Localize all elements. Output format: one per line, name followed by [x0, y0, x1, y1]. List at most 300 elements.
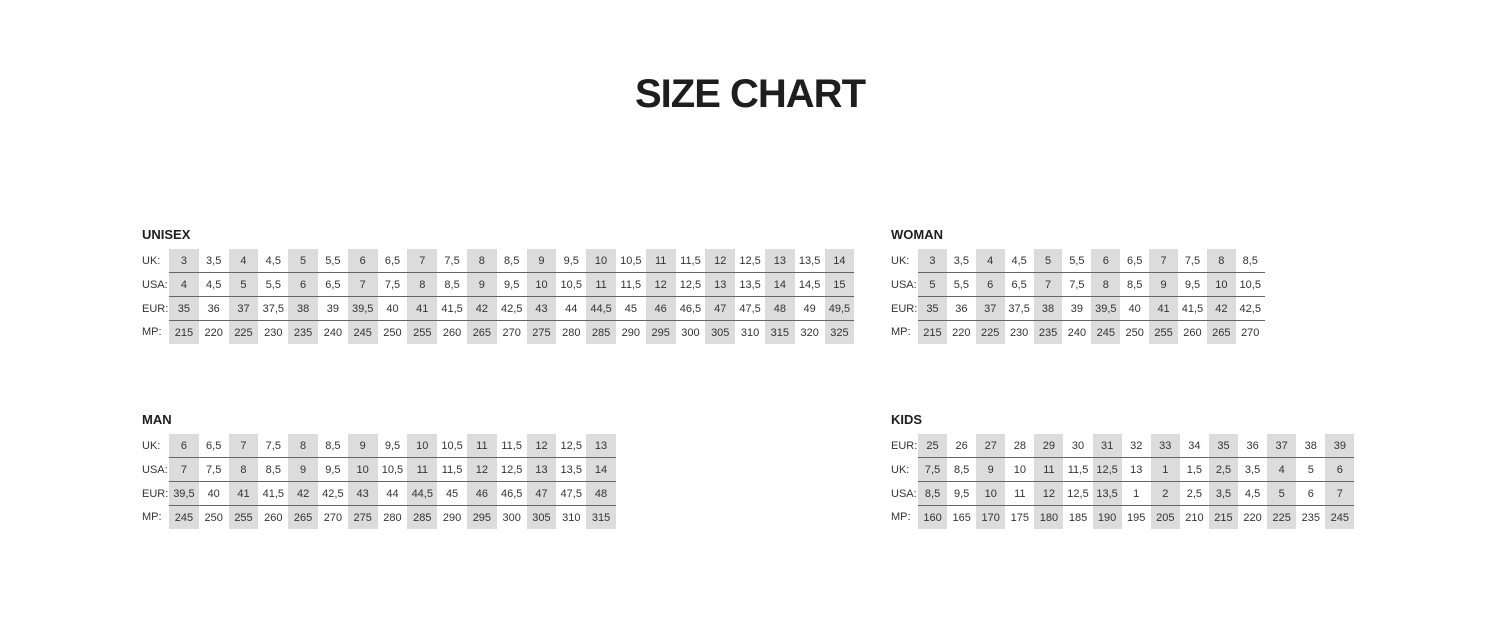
size-cell: 3,5: [1238, 458, 1267, 482]
size-cell: 5,5: [947, 273, 976, 297]
size-cell: 1: [1122, 482, 1151, 506]
size-cell: 3: [918, 249, 947, 273]
size-cell: 7,5: [258, 434, 288, 458]
row-label: EUR:: [142, 487, 169, 500]
size-cell: 8,5: [318, 434, 348, 458]
size-cell: 250: [1125, 326, 1144, 339]
size-cell: 215: [1209, 506, 1238, 530]
row-label: USA:: [891, 278, 917, 291]
size-cell: 36: [199, 297, 229, 321]
size-cell: 230: [264, 326, 283, 339]
size-cell: 37: [1267, 434, 1296, 458]
size-cell: 9: [288, 458, 318, 482]
size-cell: 265: [467, 321, 497, 345]
size-cell: 265: [288, 506, 318, 530]
size-row: [891, 458, 1354, 482]
size-cell: 5,5: [1062, 249, 1091, 273]
size-cell: 46,5: [676, 297, 706, 321]
size-cell: 6: [1325, 458, 1354, 482]
size-cell: 12,5: [735, 249, 765, 273]
size-cell: 11,5: [676, 249, 706, 273]
size-cell: 225: [976, 321, 1005, 345]
size-cell: 9,5: [378, 434, 408, 458]
size-cell: 10: [1207, 273, 1236, 297]
size-cell: 11,5: [497, 434, 527, 458]
size-cell: 13,5: [1093, 482, 1122, 506]
size-cell: 205: [1151, 506, 1180, 530]
size-cell: 10: [407, 434, 437, 458]
size-cell: 4,5: [1005, 249, 1034, 273]
size-cell: 315: [765, 321, 795, 345]
size-cell: 8,5: [258, 458, 288, 482]
size-cell: 42: [288, 482, 318, 506]
size-cell: 44,5: [586, 297, 616, 321]
size-cell: 255: [1149, 321, 1178, 345]
size-cell: 260: [1183, 326, 1202, 339]
size-cell: 42,5: [1236, 297, 1265, 321]
size-cell: 44: [378, 482, 408, 506]
size-cell: 6,5: [199, 434, 229, 458]
size-cell: 44: [556, 297, 586, 321]
size-cell: 325: [825, 321, 855, 345]
size-row: [142, 458, 616, 482]
size-table: [891, 434, 1354, 529]
section-title: KIDS: [891, 412, 923, 427]
size-cell: 45: [437, 482, 467, 506]
size-cell: 12: [705, 249, 735, 273]
size-cell: 12,5: [556, 434, 586, 458]
size-cell: 39,5: [1091, 297, 1120, 321]
size-cell: 255: [229, 506, 259, 530]
size-cell: 7: [1325, 482, 1354, 506]
size-cell: 175: [1010, 511, 1029, 524]
size-cell: 285: [586, 321, 616, 345]
size-cell: 260: [442, 326, 462, 339]
size-cell: 8: [1207, 249, 1236, 273]
size-cell: 220: [204, 326, 223, 339]
size-cell: 6: [976, 273, 1005, 297]
size-cell: 14,5: [795, 273, 825, 297]
size-cell: 2,5: [1180, 482, 1209, 506]
size-cell: 215: [169, 321, 199, 345]
size-cell: 7,5: [199, 458, 229, 482]
size-cell: 170: [976, 506, 1005, 530]
size-cell: 4: [169, 273, 199, 297]
size-cell: 11: [467, 434, 497, 458]
size-cell: 39,5: [169, 482, 199, 506]
size-table: [142, 434, 616, 529]
size-cell: 235: [288, 321, 318, 345]
row-label: USA:: [142, 278, 168, 291]
size-cell: 39,5: [348, 297, 378, 321]
size-cell: 10: [586, 249, 616, 273]
size-cell: 10,5: [556, 273, 586, 297]
size-cell: 12,5: [1063, 482, 1092, 506]
size-cell: 12,5: [1093, 458, 1122, 482]
size-cell: 39: [1325, 434, 1354, 458]
size-cell: 12: [527, 434, 557, 458]
size-cell: 7: [169, 458, 199, 482]
size-cell: 7: [229, 434, 259, 458]
size-cell: 285: [407, 506, 437, 530]
size-cell: 41,5: [437, 297, 467, 321]
page-title: SIZE CHART: [635, 72, 865, 116]
size-row: [891, 321, 1265, 345]
size-cell: 33: [1151, 434, 1180, 458]
size-cell: 9: [467, 273, 497, 297]
size-cell: 240: [1067, 326, 1087, 339]
size-cell: 9,5: [556, 249, 586, 273]
size-cell: 42,5: [318, 482, 348, 506]
size-cell: 47,5: [556, 482, 586, 506]
size-cell: 4,5: [1238, 482, 1267, 506]
size-cell: 13,5: [556, 458, 586, 482]
size-cell: 5: [288, 249, 318, 273]
size-cell: 47: [705, 297, 735, 321]
size-cell: 240: [323, 326, 343, 339]
size-cell: 7: [407, 249, 437, 273]
size-cell: 10: [1005, 458, 1034, 482]
size-row: [142, 434, 616, 458]
size-cell: 41: [1149, 297, 1178, 321]
size-cell: 295: [646, 321, 676, 345]
size-cell: 11: [407, 458, 437, 482]
size-cell: 6: [169, 434, 199, 458]
size-cell: 11,5: [1063, 458, 1092, 482]
size-row: [142, 321, 854, 345]
size-cell: 37: [229, 297, 259, 321]
row-label: UK:: [142, 439, 161, 452]
size-cell: 11: [646, 249, 676, 273]
size-cell: 49,5: [825, 297, 855, 321]
size-cell: 39: [1062, 297, 1091, 321]
size-cell: 42: [467, 297, 497, 321]
size-cell: 225: [229, 321, 259, 345]
size-cell: 4: [229, 249, 259, 273]
size-cell: 2: [1151, 482, 1180, 506]
size-cell: 46,5: [497, 482, 527, 506]
size-cell: 10,5: [437, 434, 467, 458]
size-cell: 9,5: [497, 273, 527, 297]
row-label: EUR:: [891, 302, 918, 315]
size-cell: 220: [1243, 511, 1262, 524]
size-cell: 46: [467, 482, 497, 506]
size-cell: 6,5: [1005, 273, 1034, 297]
size-cell: 7: [1149, 249, 1178, 273]
size-cell: 11: [1005, 482, 1034, 506]
size-cell: 235: [1301, 511, 1320, 524]
size-cell: 5,5: [258, 273, 288, 297]
size-cell: 8: [467, 249, 497, 273]
size-cell: 3,5: [1209, 482, 1238, 506]
section-title: WOMAN: [891, 227, 943, 242]
size-cell: 300: [681, 326, 700, 339]
size-cell: 34: [1180, 434, 1209, 458]
size-cell: 45: [616, 297, 646, 321]
size-cell: 13: [705, 273, 735, 297]
size-cell: 42,5: [497, 297, 527, 321]
size-cell: 300: [502, 511, 521, 524]
size-cell: 13,5: [795, 249, 825, 273]
size-cell: 280: [562, 326, 581, 339]
size-cell: 11,5: [616, 273, 646, 297]
size-cell: 12,5: [676, 273, 706, 297]
size-cell: 8: [1091, 273, 1120, 297]
size-cell: 31: [1093, 434, 1122, 458]
size-cell: 9,5: [1178, 273, 1207, 297]
size-cell: 41: [407, 297, 437, 321]
size-cell: 5: [1296, 458, 1325, 482]
size-cell: 210: [1185, 511, 1204, 524]
size-cell: 250: [204, 511, 223, 524]
size-cell: 165: [952, 511, 971, 524]
unisex-size-section: [142, 227, 854, 344]
size-cell: 5: [918, 273, 947, 297]
size-cell: 7,5: [437, 249, 467, 273]
size-cell: 305: [705, 321, 735, 345]
size-cell: 6: [1091, 249, 1120, 273]
size-cell: 290: [442, 511, 462, 524]
size-cell: 250: [383, 326, 402, 339]
size-cell: 35: [918, 297, 947, 321]
size-cell: 1,5: [1180, 458, 1209, 482]
size-cell: 38: [288, 297, 318, 321]
size-cell: 10: [527, 273, 557, 297]
size-cell: 8: [288, 434, 318, 458]
size-cell: 255: [407, 321, 437, 345]
size-cell: 5: [229, 273, 259, 297]
size-row: [891, 434, 1354, 458]
size-cell: 8,5: [437, 273, 467, 297]
man-size-section: [142, 412, 616, 529]
size-cell: 320: [800, 326, 819, 339]
size-cell: 29: [1034, 434, 1063, 458]
row-label: MP:: [891, 511, 911, 524]
size-cell: 290: [621, 326, 641, 339]
size-cell: 12: [646, 273, 676, 297]
size-cell: 9: [1149, 273, 1178, 297]
size-cell: 3,5: [199, 249, 229, 273]
size-cell: 38: [1296, 434, 1325, 458]
size-cell: 5,5: [318, 249, 348, 273]
size-cell: 220: [952, 326, 971, 339]
size-row: [142, 249, 854, 273]
size-row: [142, 297, 854, 321]
size-cell: 1: [1151, 458, 1180, 482]
size-cell: 25: [918, 434, 947, 458]
size-cell: 9: [976, 458, 1005, 482]
size-cell: 9: [348, 434, 378, 458]
size-cell: 275: [348, 506, 378, 530]
size-cell: 6,5: [378, 249, 408, 273]
size-cell: 13: [765, 249, 795, 273]
row-label: MP:: [142, 326, 162, 339]
size-cell: 12: [467, 458, 497, 482]
size-cell: 6: [1296, 482, 1325, 506]
row-label: USA:: [142, 463, 168, 476]
size-cell: 47: [527, 482, 557, 506]
size-cell: 43: [348, 482, 378, 506]
size-cell: 10,5: [1236, 273, 1265, 297]
size-row: [891, 482, 1354, 506]
row-label: MP:: [891, 326, 911, 339]
size-cell: 8: [407, 273, 437, 297]
size-row: [142, 506, 616, 530]
section-title: UNISEX: [142, 227, 191, 242]
size-cell: 35: [169, 297, 199, 321]
size-cell: 36: [1238, 434, 1267, 458]
size-cell: 10,5: [378, 458, 408, 482]
size-cell: 13: [1122, 458, 1151, 482]
size-cell: 11: [586, 273, 616, 297]
size-cell: 6,5: [318, 273, 348, 297]
size-cell: 48: [765, 297, 795, 321]
size-cell: 48: [586, 482, 616, 506]
size-cell: 245: [169, 506, 199, 530]
size-cell: 42: [1207, 297, 1236, 321]
size-cell: 245: [348, 321, 378, 345]
size-row: [142, 273, 854, 297]
size-row: [142, 482, 616, 506]
size-cell: 7,5: [1178, 249, 1207, 273]
size-cell: 37,5: [258, 297, 288, 321]
size-cell: 6: [288, 273, 318, 297]
size-cell: 180: [1034, 506, 1063, 530]
size-cell: 230: [1009, 326, 1029, 339]
size-cell: 215: [918, 321, 947, 345]
size-cell: 245: [1325, 506, 1354, 530]
size-cell: 8,5: [497, 249, 527, 273]
row-label: EUR:: [142, 302, 169, 315]
size-cell: 39: [318, 297, 348, 321]
size-cell: 5: [1267, 482, 1296, 506]
size-cell: 6,5: [1120, 249, 1149, 273]
size-table: [891, 249, 1265, 344]
size-cell: 43: [527, 297, 557, 321]
size-cell: 15: [825, 273, 855, 297]
size-cell: 11,5: [437, 458, 467, 482]
size-cell: 46: [646, 297, 676, 321]
size-cell: 225: [1267, 506, 1296, 530]
size-cell: 235: [1034, 321, 1063, 345]
size-cell: 40: [1120, 297, 1149, 321]
size-cell: 7,5: [918, 458, 947, 482]
size-cell: 35: [1209, 434, 1238, 458]
kids-size-section: [891, 412, 1354, 529]
size-cell: 37,5: [1005, 297, 1034, 321]
size-cell: 41,5: [258, 482, 288, 506]
size-row: [891, 273, 1265, 297]
size-cell: 7: [1034, 273, 1063, 297]
size-cell: 4,5: [199, 273, 229, 297]
size-cell: 12: [1034, 482, 1063, 506]
size-cell: 260: [264, 511, 283, 524]
size-cell: 38: [1034, 297, 1063, 321]
size-cell: 7: [348, 273, 378, 297]
size-cell: 295: [467, 506, 497, 530]
size-cell: 28: [1005, 434, 1034, 458]
row-label: UK:: [891, 463, 910, 476]
size-cell: 7,5: [378, 273, 408, 297]
size-row: [891, 249, 1265, 273]
size-cell: 9: [527, 249, 557, 273]
size-cell: 10: [348, 458, 378, 482]
size-cell: 9,5: [947, 482, 976, 506]
size-cell: 27: [976, 434, 1005, 458]
size-cell: 265: [1207, 321, 1236, 345]
size-cell: 310: [740, 326, 760, 339]
size-cell: 245: [1091, 321, 1120, 345]
size-cell: 275: [527, 321, 557, 345]
size-cell: 32: [1122, 434, 1151, 458]
size-cell: 270: [323, 511, 343, 524]
woman-size-section: [891, 227, 1265, 344]
size-cell: 280: [383, 511, 402, 524]
size-cell: 190: [1093, 506, 1122, 530]
row-label: EUR:: [891, 439, 918, 452]
size-cell: 13: [527, 458, 557, 482]
size-cell: 13,5: [735, 273, 765, 297]
size-cell: 2,5: [1209, 458, 1238, 482]
size-cell: 270: [502, 326, 521, 339]
size-cell: 47,5: [735, 297, 765, 321]
size-cell: 36: [947, 297, 976, 321]
size-row: [891, 297, 1265, 321]
size-cell: 270: [1241, 326, 1260, 339]
size-cell: 310: [562, 511, 581, 524]
size-cell: 41,5: [1178, 297, 1207, 321]
size-cell: 40: [199, 482, 229, 506]
size-row: [891, 506, 1354, 530]
size-cell: 10: [976, 482, 1005, 506]
size-cell: 185: [1068, 511, 1088, 524]
size-cell: 26: [947, 434, 976, 458]
size-cell: 8,5: [918, 482, 947, 506]
size-cell: 9,5: [318, 458, 348, 482]
size-cell: 8: [229, 458, 259, 482]
size-cell: 195: [1127, 511, 1146, 524]
row-label: UK:: [891, 254, 910, 267]
size-cell: 160: [918, 506, 947, 530]
size-cell: 14: [586, 458, 616, 482]
size-cell: 4,5: [258, 249, 288, 273]
size-cell: 305: [527, 506, 557, 530]
size-cell: 14: [765, 273, 795, 297]
size-cell: 40: [378, 297, 408, 321]
size-cell: 41: [229, 482, 259, 506]
size-cell: 49: [795, 297, 825, 321]
size-cell: 5: [1034, 249, 1063, 273]
size-cell: 10,5: [616, 249, 646, 273]
size-cell: 4: [976, 249, 1005, 273]
size-cell: 14: [825, 249, 855, 273]
size-cell: 30: [1063, 434, 1092, 458]
size-cell: 8,5: [947, 458, 976, 482]
row-label: USA:: [891, 487, 917, 500]
size-cell: 8,5: [1120, 273, 1149, 297]
size-cell: 11: [1034, 458, 1063, 482]
size-table: [142, 249, 854, 344]
size-cell: 8,5: [1236, 249, 1265, 273]
size-cell: 12,5: [497, 458, 527, 482]
row-label: MP:: [142, 511, 162, 524]
row-label: UK:: [142, 254, 161, 267]
size-cell: 4: [1267, 458, 1296, 482]
size-cell: 3,5: [947, 249, 976, 273]
size-cell: 7,5: [1062, 273, 1091, 297]
size-cell: 6: [348, 249, 378, 273]
size-cell: 44,5: [407, 482, 437, 506]
